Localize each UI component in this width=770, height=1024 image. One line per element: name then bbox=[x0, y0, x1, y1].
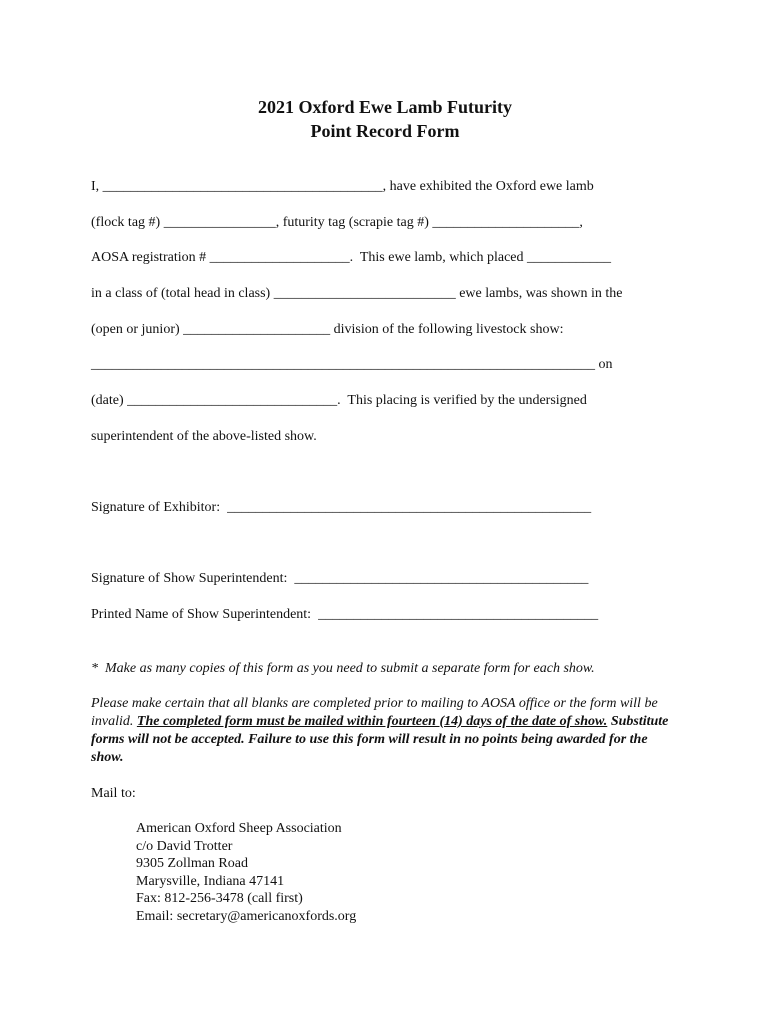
form-subtitle: Point Record Form bbox=[310, 121, 460, 141]
date-line: (date) ______________________________. This placing is verified by the undersigned bbox=[91, 393, 587, 408]
mailing-warning bbox=[91, 695, 671, 767]
flock-tag-line: (flock tag #) ________________, futurity tag (scrapie tag #) _____________________, bbox=[91, 215, 583, 230]
mail-to-label: Mail to: bbox=[91, 786, 136, 801]
mailing-address bbox=[136, 820, 356, 926]
address-line: American Oxford Sheep Association bbox=[136, 821, 342, 836]
address-line: Fax: 812-256-3478 (call first) bbox=[136, 891, 303, 907]
warning-text-1: Please make certain that all blanks are completed prior to mailing to AOSA office or the form will be invalid. bbox=[91, 696, 658, 729]
warning-text-3: Substitute forms will not be accepted. Failure to use this form will result in no points being awarded for the show. bbox=[91, 714, 669, 765]
registration-line: AOSA registration # ____________________. This ewe lamb, which placed ____________ bbox=[91, 250, 612, 265]
verification-line: superintendent of the above-listed show. bbox=[91, 429, 317, 444]
address-line: 9305 Zollman Road bbox=[136, 856, 248, 872]
copies-note: * Make as many copies of this form as you need to submit a separate form for each show. bbox=[91, 661, 595, 676]
superintendent-signature-line: Signature of Show Superintendent: __________________________________________ bbox=[91, 571, 589, 586]
address-line: Marysville, Indiana 47141 bbox=[136, 873, 285, 889]
address-line: c/o David Trotter bbox=[136, 838, 233, 854]
form-title: 2021 Oxford Ewe Lamb Futurity bbox=[258, 97, 512, 117]
superintendent-printed-name-line: Printed Name of Show Superintendent: ________________________________________ bbox=[91, 607, 599, 622]
exhibitor-name-line: I, ________________________________________, have exhibited the Oxford ewe lamb bbox=[91, 179, 594, 194]
class-size-line: in a class of (total head in class) __________________________ ewe lambs, was shown in the bbox=[91, 286, 623, 301]
address-line: Email: secretary@americanoxfords.org bbox=[136, 908, 357, 924]
warning-deadline: The completed form must be mailed within fourteen (14) days of the date of show. bbox=[136, 714, 608, 729]
division-line: (open or junior) _____________________ division of the following livestock show: bbox=[91, 322, 564, 337]
show-name-line: ________________________________________________________________________ on bbox=[91, 357, 613, 372]
exhibitor-signature-line: Signature of Exhibitor: ____________________________________________________ bbox=[91, 500, 592, 515]
